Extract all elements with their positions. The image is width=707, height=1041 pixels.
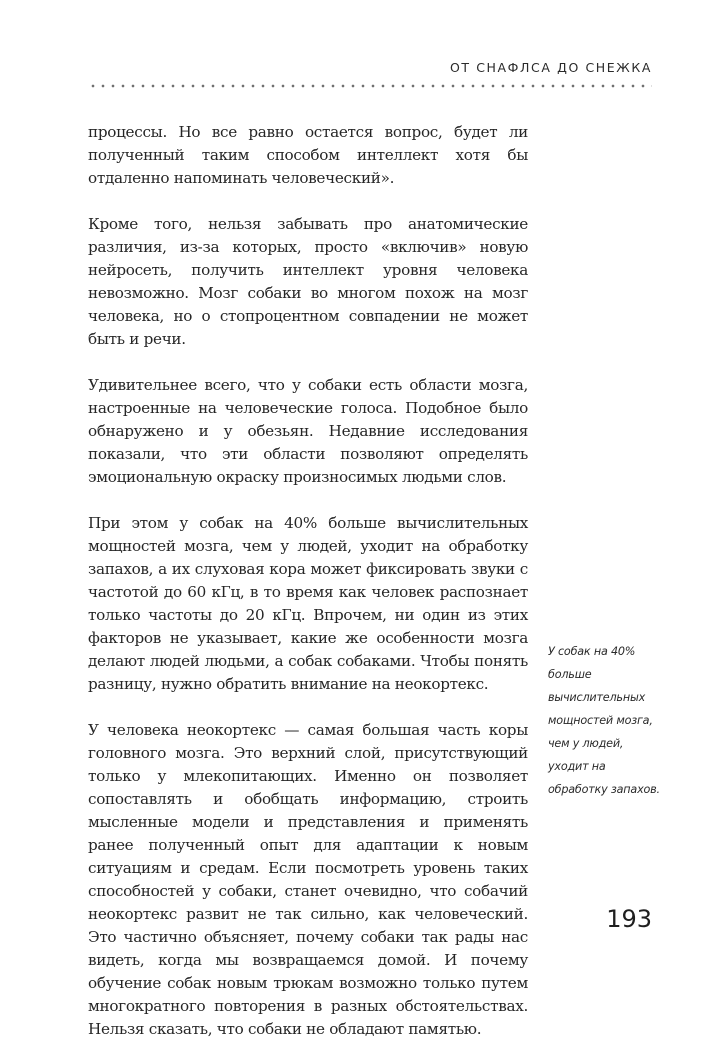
paragraph: Кроме того, нельзя забывать про анатомические различия, из-за которых, просто «включив» новую нейросеть, получить интеллект уровня человека невозможно. Мозг собаки во многом похож на мозг человека, но о стопроцентном совпадении не может быть и речи. <box>88 215 528 348</box>
paragraph: процессы. Но все равно остается вопрос, будет ли полученный таким способом интеллект хотя бы отдаленно напоминать человеческий». <box>88 123 528 187</box>
running-header: ОТ СНАФЛСА ДО СНЕЖКА <box>449 60 652 75</box>
paragraph: Удивительнее всего, что у собаки есть области мозга, настроенные на человеческие голоса. Подобное было обнаружено и у обезьян. Недавние исследования показали, что эти области позволяют определять эмоциональную окраску произносимых людьми слов. <box>88 376 528 486</box>
paragraph: У человека неокортекс — самая большая часть коры головного мозга. Это верхний слой, присутствующий только у млекопитающих. Именно он позволяет сопоставлять и обобщать информацию, строить мысленные модели и представления и применять ранее полученный опыт для адаптации к новым ситуациям и средам. Если посмотреть уровень таких способностей у собаки, станет очевидно, что собачий неокортекс развит не так сильно, как человеческий. Это частично объясняет, почему собаки так рады нас видеть, когда мы возвращаемся домой. И почему обучение собак новым трюкам возможно только путем многократного повторения в разных обстоятельствах. Нельзя сказать, что собаки не обладают памятью. <box>88 721 528 1038</box>
main-text-column <box>88 121 528 1041</box>
margin-pull-quote: У собак на 40% больше вычислительных мощностей мозга, чем у людей, уходит на обработку запахов. <box>548 645 660 796</box>
paragraph: При этом у собак на 40% больше вычислительных мощностей мозга, чем у людей, уходит на обработку запахов, а их слуховая кора может фиксировать звуки с частотой до 60 кГц, в то время как человек распознает только частоты до 20 кГц. Впрочем, ни один из этих факторов не указывает, какие же особенности мозга делают людей людьми, а собак собаками. Чтобы понять разницу, нужно обратить внимание на неокортекс. <box>88 514 528 693</box>
page-number: 193 <box>606 905 652 933</box>
header-dotted-divider <box>88 84 652 88</box>
